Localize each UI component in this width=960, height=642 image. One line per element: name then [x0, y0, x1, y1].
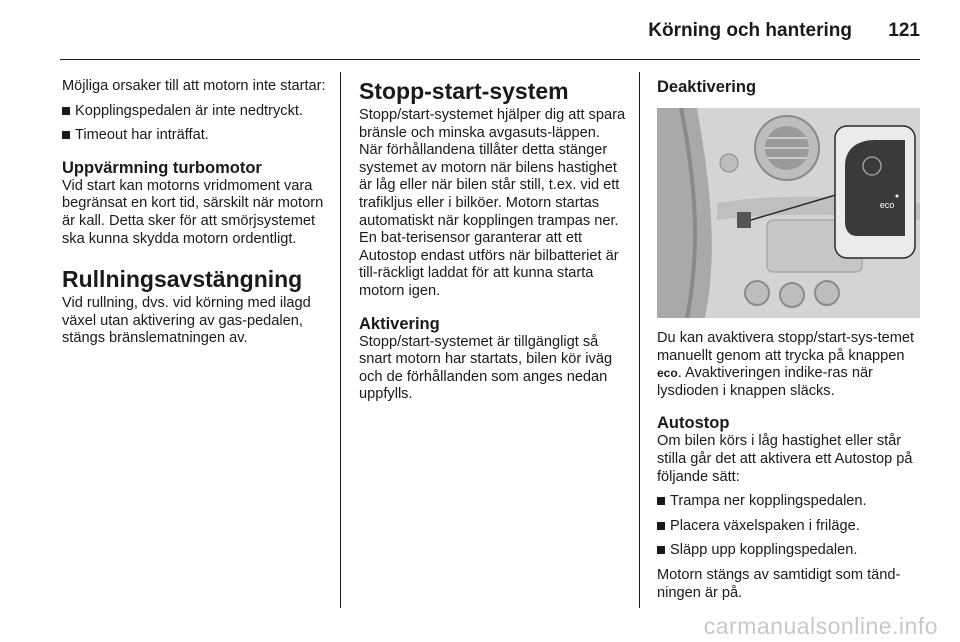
coasting-text: Vid rullning, dvs. vid körning med ilagd växel utan aktivering av gas-pedalen, stängs bränslematningen av.: [62, 295, 311, 347]
list-item: Trampa ner kopplingspedalen.: [657, 493, 925, 511]
column-1: [62, 78, 332, 348]
deactivation-heading: Deaktivering: [657, 78, 757, 96]
dashboard-eco-button-photo: [657, 108, 920, 318]
list-item: Släpp upp kopplingspedalen.: [657, 542, 925, 560]
column-divider-1: [340, 72, 341, 608]
coasting-heading: Rullningsavstängning: [62, 266, 303, 293]
photo-eco-label: eco: [879, 200, 895, 210]
deactivation-text: Du kan avaktivera stopp/start-sys-temet manuellt genom att trycka på knappen eco. Avaktiveringen indike-ras när lysdioden i knappen släcks.: [657, 330, 915, 399]
stop-start-text: Stopp/start-systemet hjälper dig att spara bränsle och minska avgasuts-läppen. När förhållandena tillåter detta stänger systemet av motorn när bilens hastighet är låg eller när bilen står still, t.ex. vid ett trafikljus eller i bilköer. Motorn startas automatiskt när kopplingen trampas ner. En bat-terisensor garanterar att ett Autostop endast utförs när bilbatteriet är till-räckligt laddat för att kunna starta motorn igen.: [359, 107, 626, 299]
column-divider-2: [639, 72, 640, 608]
autostop-heading: Autostop: [657, 414, 730, 433]
page-number: 121: [888, 20, 920, 41]
bullet-square-icon: [62, 131, 70, 139]
header-rule: [60, 59, 920, 60]
activation-text: Stopp/start-systemet är tillgängligt så snart motorn har startats, bilen kör iväg och de förhållanden som anges nedan uppfylls.: [359, 333, 613, 403]
list-item: Kopplingspedalen är inte nedtryckt.: [62, 103, 332, 121]
activation-heading: Aktivering: [359, 314, 440, 333]
list-item: Placera växelspaken i friläge.: [657, 518, 925, 536]
turbo-text: Vid start kan motorns vridmoment vara begränsat en kort tid, särskilt när motorn är kall. Detta sker för att smörjsystemet ska kunna skydda motorn ordentligt.: [62, 177, 324, 247]
list-item: Timeout har inträffat.: [62, 127, 332, 145]
bullet-square-icon: [657, 497, 665, 505]
column-2: [359, 78, 627, 404]
bullet-square-icon: [62, 107, 70, 115]
stop-start-heading: Stopp-start-system: [359, 78, 569, 104]
autostop-text: Om bilen körs i låg hastighet eller står stilla går det att aktivera ett Autostop på följande sätt:: [657, 433, 913, 485]
bullet-square-icon: [657, 546, 665, 554]
column-3: [657, 78, 925, 602]
turbo-heading: Uppvärmning turbomotor: [62, 158, 262, 177]
eco-button-label: eco: [657, 366, 678, 381]
intro-text: Möjliga orsaker till att motorn inte startar:: [62, 78, 326, 94]
closing-text: Motorn stängs av samtidigt som tänd-ningen är på.: [657, 566, 901, 601]
bullet-square-icon: [657, 522, 665, 530]
watermark: carmanualsonline.info: [703, 613, 938, 639]
page-header-title: Körning och hantering: [648, 20, 852, 41]
